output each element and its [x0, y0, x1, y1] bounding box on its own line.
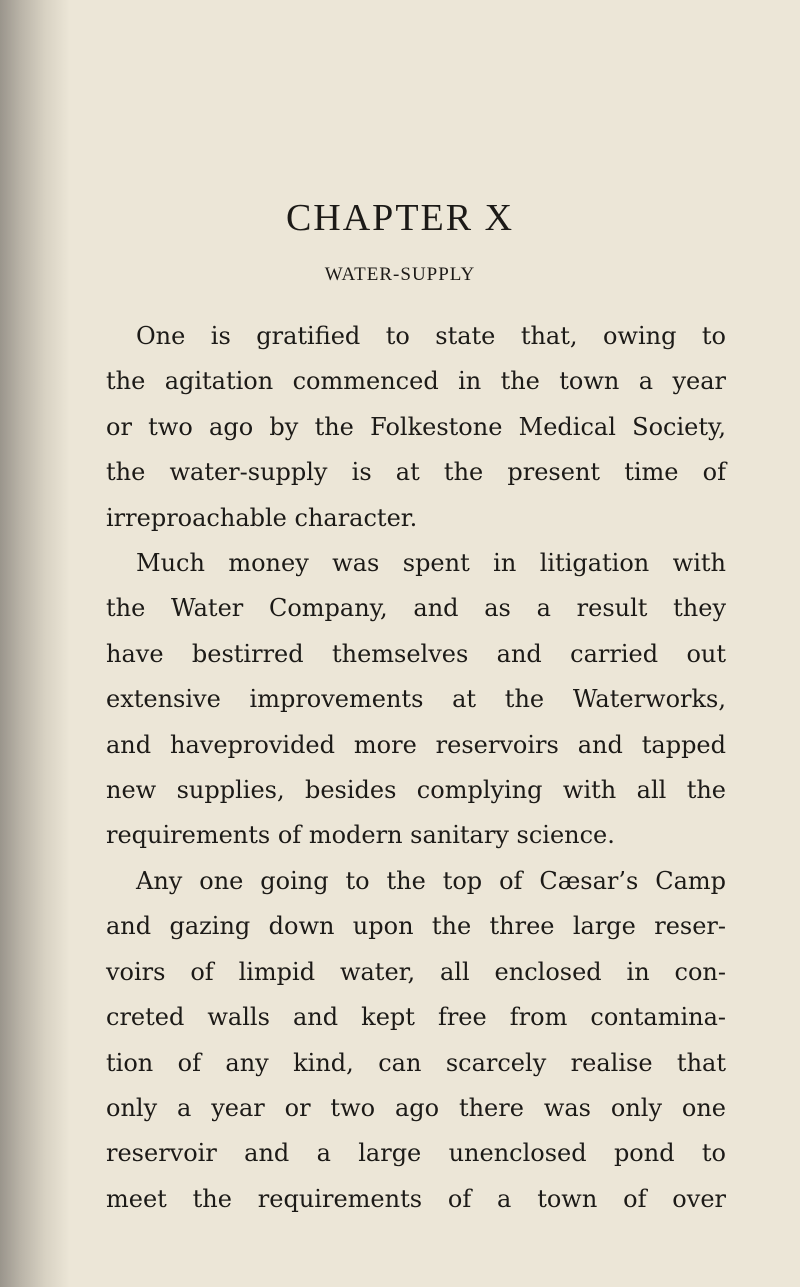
text-line: creted walls and kept free from contamina- [106, 1003, 726, 1032]
text-line: have bestirred themselves and carried out [106, 639, 726, 668]
text-line: Any one going to the top of Cæsar’s Camp [136, 866, 726, 895]
text-line: or two ago by the Folkestone Medical Society, [106, 412, 726, 441]
chapter-title: CHAPTER X [285, 197, 515, 239]
text-line: requirements of modern sanitary science. [106, 821, 615, 850]
section-title: WATER-SUPPLY [324, 264, 476, 285]
text-line: and haveprovided more reservoirs and tapped [106, 730, 726, 759]
text-line: new supplies, besides complying with all the [106, 776, 726, 805]
text-line: meet the requirements of a town of over [106, 1184, 726, 1213]
text-line: the agitation commenced in the town a year [106, 367, 726, 396]
text-line: reservoir and a large unenclosed pond to [106, 1139, 726, 1168]
text-line: irreproachable character. [106, 503, 418, 532]
text-line: the Water Company, and as a result they [106, 594, 726, 623]
body-text [106, 314, 726, 1222]
text-line: One is gratified to state that, owing to [136, 322, 726, 350]
text-line: only a year or two ago there was only one [106, 1093, 726, 1122]
text-line: tion of any kind, can scarcely realise that [106, 1048, 726, 1077]
text-line: and gazing down upon the three large reser- [106, 912, 726, 941]
text-line: extensive improvements at the Waterworks, [106, 685, 726, 714]
text-line: Much money was spent in litigation with [136, 549, 726, 578]
text-line: the water-supply is at the present time of [106, 458, 726, 487]
text-line: voirs of limpid water, all enclosed in con- [106, 957, 726, 986]
